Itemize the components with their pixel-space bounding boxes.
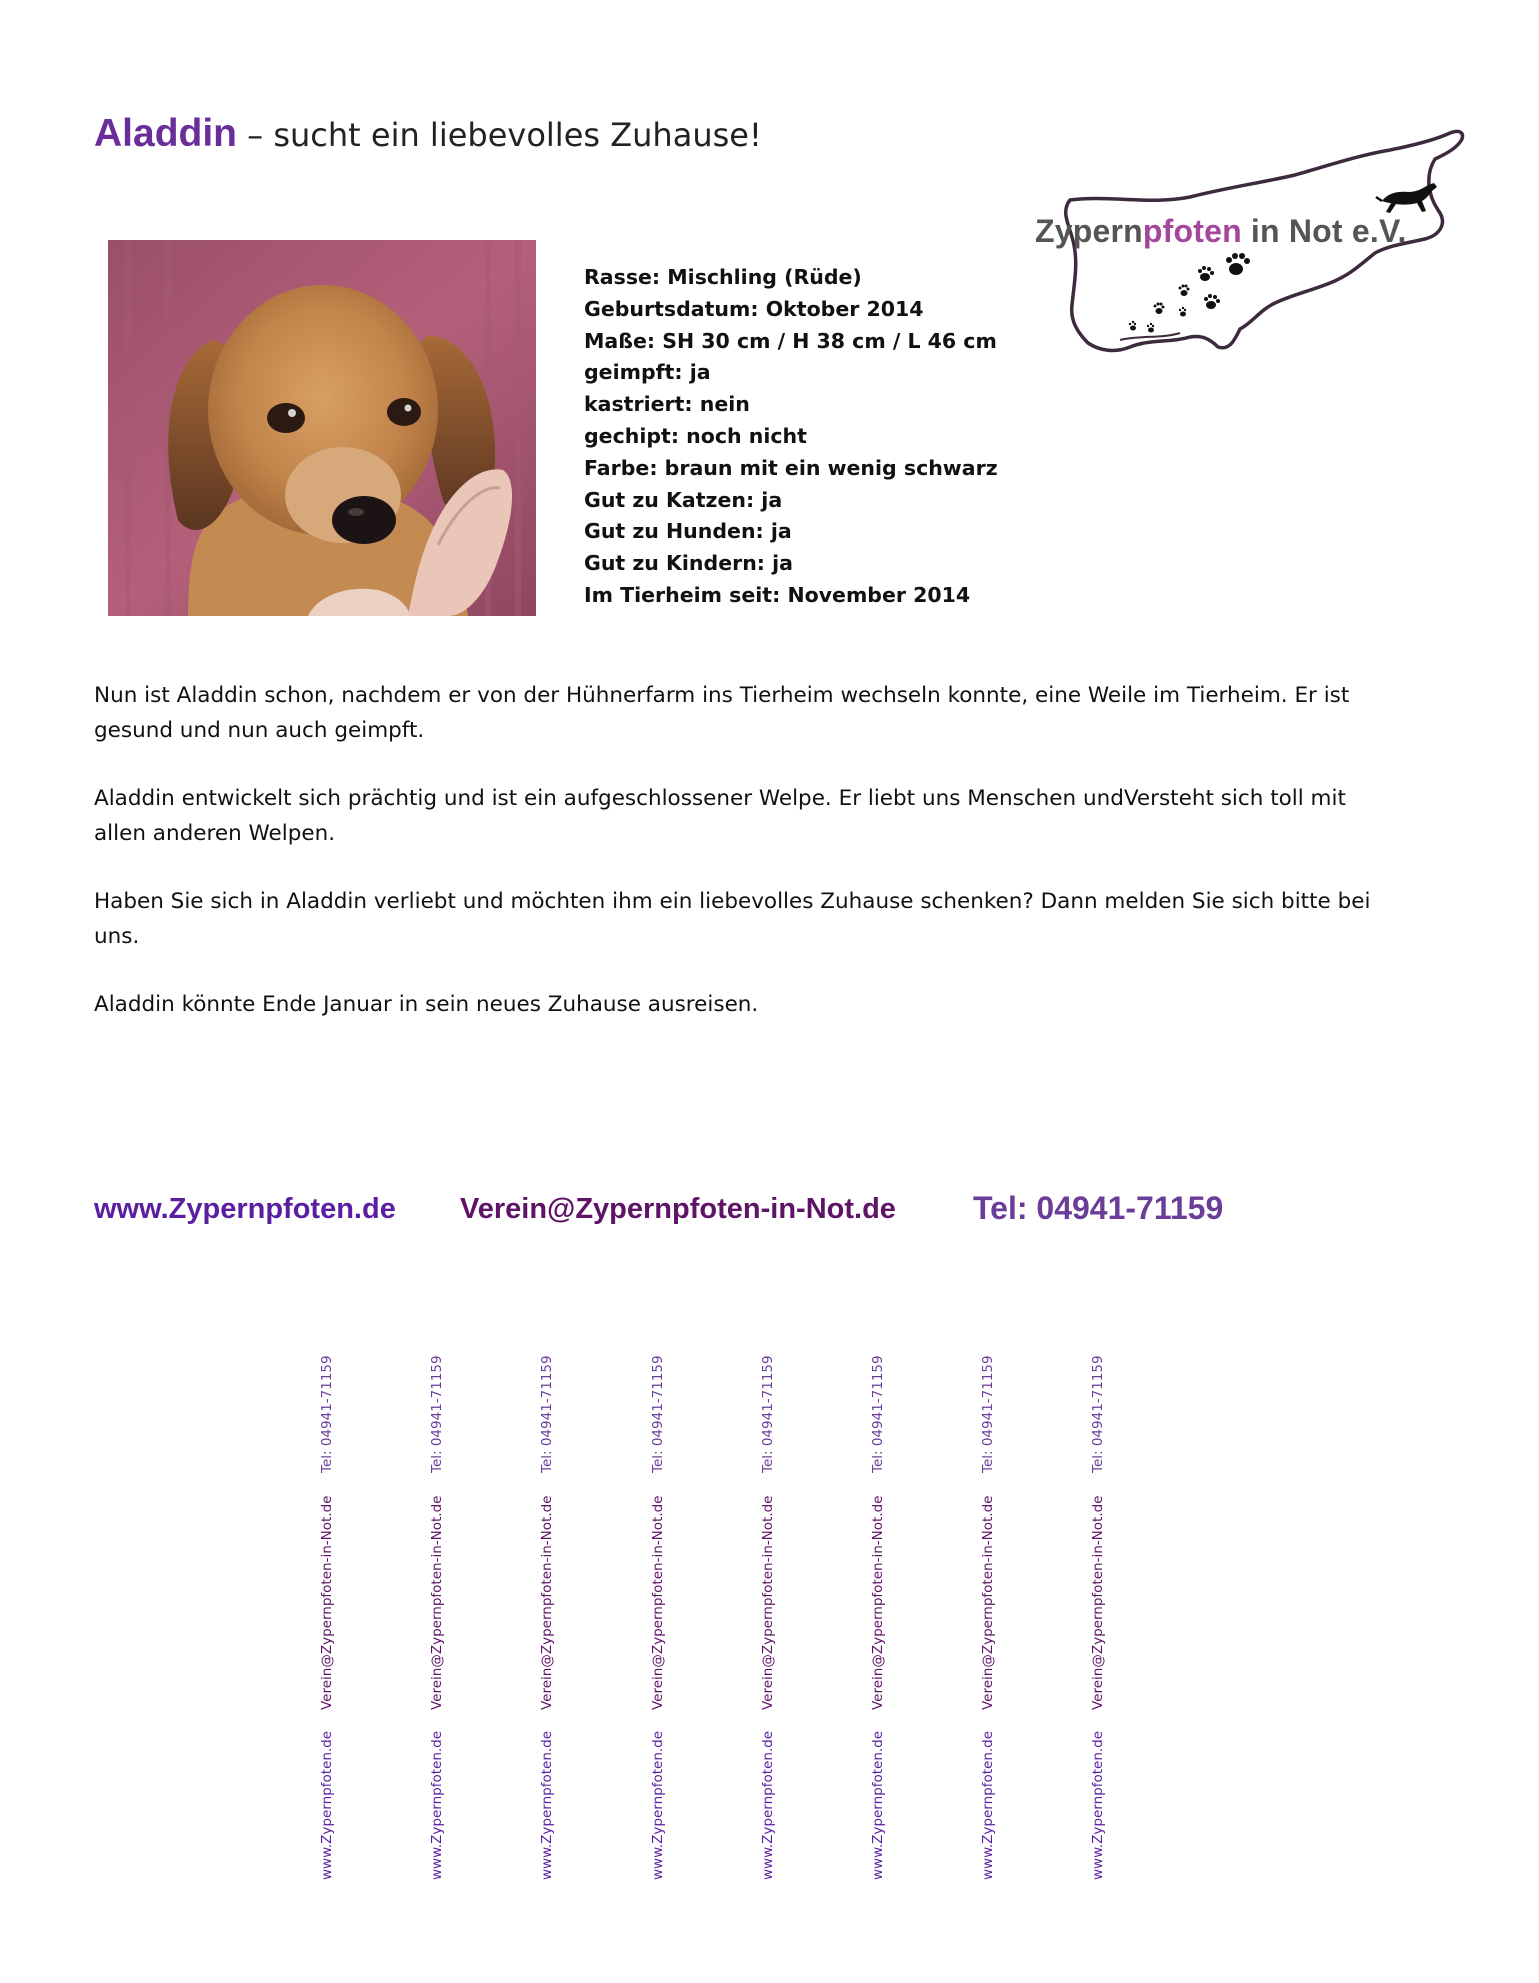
strip-phone: Tel: 04941-71159	[980, 1355, 996, 1473]
fact-color: Farbe: braun mit ein wenig schwarz	[584, 455, 998, 480]
tear-off-strip[interactable]	[539, 1355, 569, 1885]
strip-phone: Tel: 04941-71159	[870, 1355, 886, 1473]
strip-email: Verein@Zypernpfoten-in-Not.de	[870, 1495, 886, 1710]
fact-good-with-dogs: Gut zu Hunden: ja	[584, 519, 792, 544]
strip-email: Verein@Zypernpfoten-in-Not.de	[760, 1495, 776, 1710]
puppy-photo-icon	[108, 240, 536, 616]
fact-dimensions: Maße: SH 30 cm / H 38 cm / L 46 cm	[584, 328, 997, 353]
fact-neutered: kastriert: nein	[584, 392, 750, 417]
tear-off-strip[interactable]	[429, 1355, 459, 1885]
cyprus-outline-icon	[1030, 125, 1470, 385]
dog-photo	[108, 240, 536, 616]
logo-text	[1035, 213, 1407, 250]
dog-facts	[584, 262, 998, 612]
paw-prints-icon	[1129, 253, 1250, 333]
fact-good-with-kids: Gut zu Kindern: ja	[584, 551, 794, 576]
fact-breed: Rasse: Mischling (Rüde)	[584, 265, 862, 289]
strip-website: www.Zypernpfoten.de	[760, 1730, 776, 1880]
strip-website: www.Zypernpfoten.de	[1090, 1730, 1106, 1880]
website-link[interactable]: www.Zypernpfoten.de	[94, 1193, 396, 1225]
strip-website: www.Zypernpfoten.de	[429, 1730, 445, 1880]
title-tagline: – sucht ein liebevolles Zuhause!	[237, 116, 762, 154]
strip-email: Verein@Zypernpfoten-in-Not.de	[319, 1495, 335, 1710]
strip-website: www.Zypernpfoten.de	[650, 1730, 666, 1880]
strip-email: Verein@Zypernpfoten-in-Not.de	[650, 1495, 666, 1710]
paragraph: Haben Sie sich in Aladdin verliebt und möchten ihm ein liebevolles Zuhause schenken? Dann melden Sie sich bitte bei uns.	[94, 889, 1371, 949]
fact-good-with-cats: Gut zu Katzen: ja	[584, 487, 783, 512]
strip-email: Verein@Zypernpfoten-in-Not.de	[539, 1495, 555, 1710]
paragraph: Aladdin entwickelt sich prächtig und ist ein aufgeschlossener Welpe. Er liebt uns Menschen undVersteht sich toll mit allen anderen Welpen.	[94, 786, 1346, 846]
strip-website: www.Zypernpfoten.de	[319, 1730, 335, 1880]
email-link[interactable]: Verein@Zypernpfoten-in-Not.de	[460, 1193, 896, 1225]
strip-website: www.Zypernpfoten.de	[870, 1730, 886, 1880]
strip-phone: Tel: 04941-71159	[1090, 1355, 1106, 1473]
description	[94, 678, 1384, 1055]
strip-website: www.Zypernpfoten.de	[539, 1730, 555, 1880]
strip-email: Verein@Zypernpfoten-in-Not.de	[1090, 1495, 1106, 1710]
tear-off-strip[interactable]	[650, 1355, 680, 1885]
strip-phone: Tel: 04941-71159	[429, 1355, 445, 1473]
dog-name: Aladdin	[94, 112, 237, 155]
logo-text-part3: in Not e.V.	[1241, 213, 1407, 249]
fact-chipped: gechipt: noch nicht	[584, 423, 807, 448]
tear-off-strip[interactable]	[319, 1355, 349, 1885]
logo-text-part1: Zypern	[1035, 213, 1143, 249]
strip-phone: Tel: 04941-71159	[650, 1355, 666, 1473]
tear-off-strip[interactable]	[980, 1355, 1010, 1885]
strip-phone: Tel: 04941-71159	[539, 1355, 555, 1473]
strip-phone: Tel: 04941-71159	[319, 1355, 335, 1473]
strip-email: Verein@Zypernpfoten-in-Not.de	[429, 1495, 445, 1710]
tear-off-strip[interactable]	[870, 1355, 900, 1885]
page-title	[94, 112, 762, 156]
tear-off-strips	[0, 1355, 1539, 1885]
logo-text-part2: pfoten	[1142, 213, 1242, 249]
organization-logo	[1030, 125, 1470, 385]
paragraph: Aladdin könnte Ende Januar in sein neues Zuhause ausreisen.	[94, 992, 759, 1017]
strip-phone: Tel: 04941-71159	[760, 1355, 776, 1473]
fact-shelter-since: Im Tierheim seit: November 2014	[584, 582, 971, 607]
running-dog-icon	[1376, 183, 1437, 213]
tear-off-strip[interactable]	[760, 1355, 790, 1885]
strip-website: www.Zypernpfoten.de	[980, 1730, 996, 1880]
fact-birthdate: Geburtsdatum: Oktober 2014	[584, 296, 924, 321]
phone-number: Tel: 04941-71159	[973, 1190, 1224, 1226]
paragraph: Nun ist Aladdin schon, nachdem er von der Hühnerfarm ins Tierheim wechseln konnte, eine Weile im Tierheim. Er ist gesund und nun auch geimpft.	[94, 683, 1350, 743]
tear-off-strip[interactable]	[1090, 1355, 1120, 1885]
strip-email: Verein@Zypernpfoten-in-Not.de	[980, 1495, 996, 1710]
fact-vaccinated: geimpft: ja	[584, 360, 711, 385]
